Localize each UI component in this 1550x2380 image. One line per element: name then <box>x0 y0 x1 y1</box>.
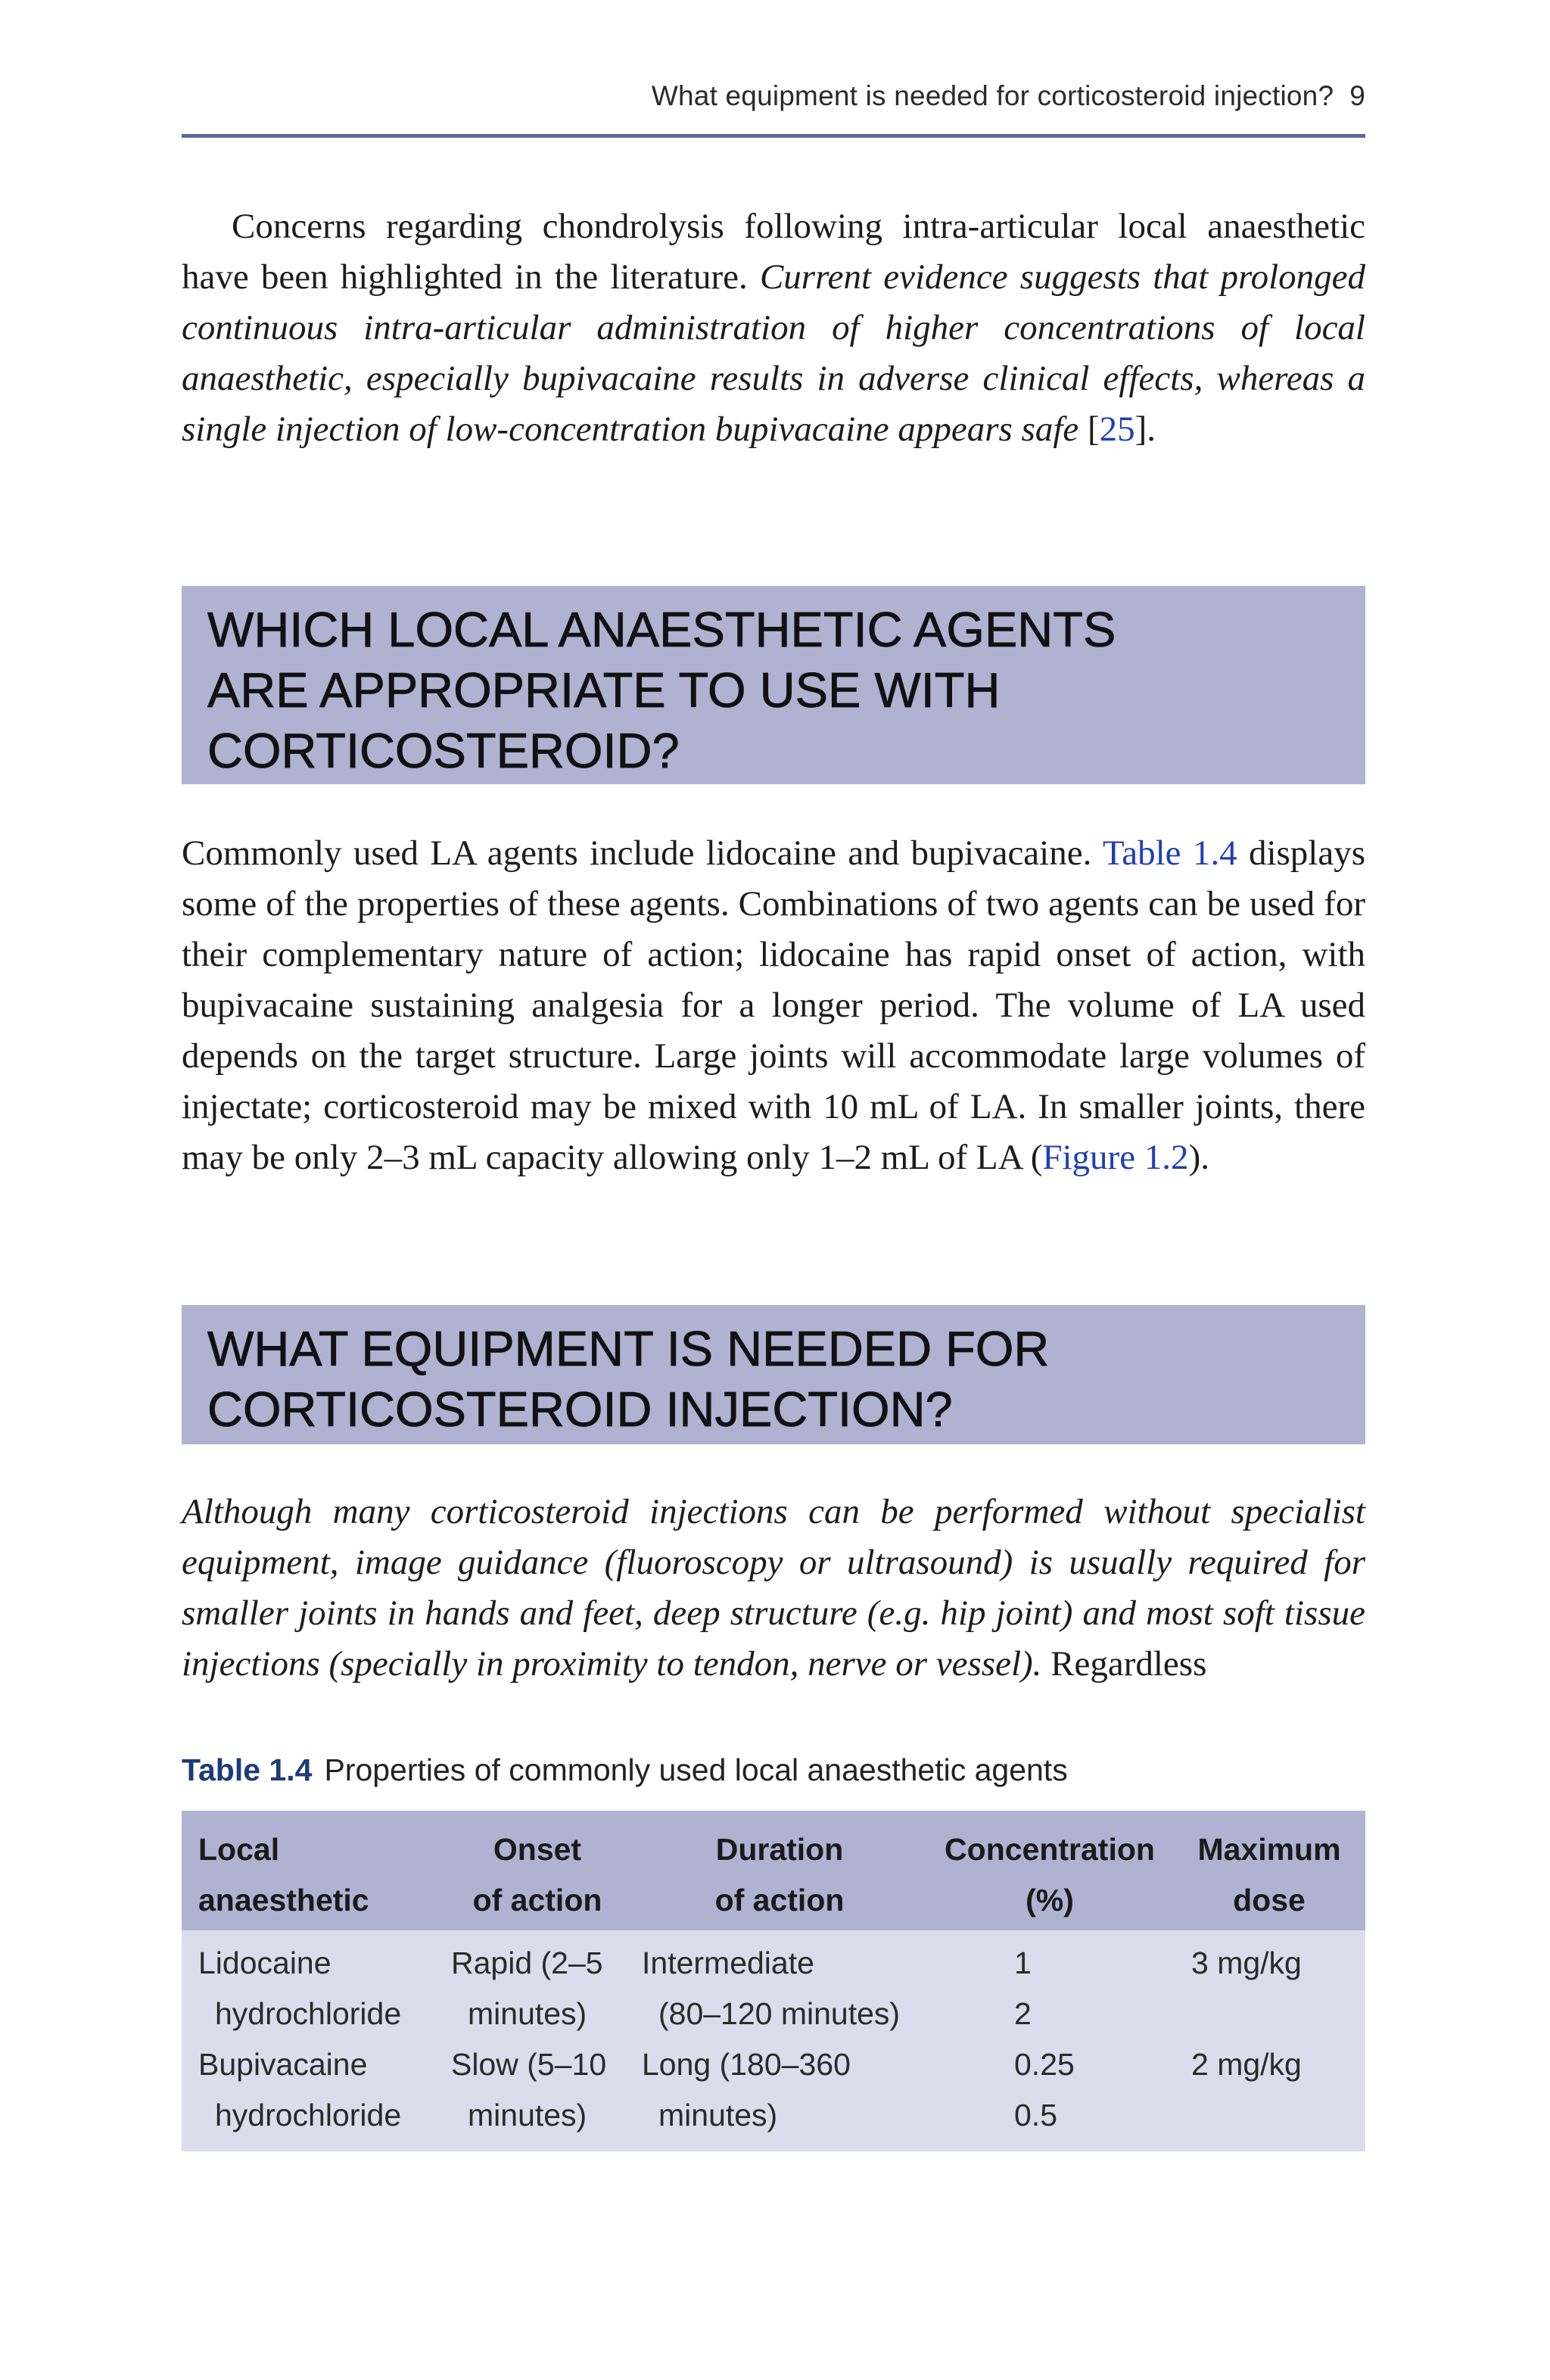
header-concentration: Concentration (%) <box>945 1832 1155 1917</box>
table-caption <box>182 1752 1068 1788</box>
table-row <box>198 1938 401 2039</box>
paragraph-la-agents <box>182 828 1365 1183</box>
para1-italic-text: Current evidence suggests that prolonged continuous intra-articular administration of higher concentrations of local anaesthetic, especially bupivacaine results in adverse clinical effects, whereas a single injection of low-concentration bupivacaine appears safe <box>182 257 1365 449</box>
heading1-line2: ARE APPROPRIATE TO USE WITH <box>207 662 1001 718</box>
table-header-row <box>182 1811 1365 1930</box>
para2-text-2: displays some of the properties of these agents. Combinations of two agents can be used for their complementary nature of action; lidocaine has rapid onset of action, with bupivacaine sustaining analgesia for a longer period. The volume of LA used depends on the target structure. Large joints will accommodate large volumes of injectate; corticosteroid may be mixed with 10 mL of LA. In smaller joints, there may be only 2–3 mL capacity allowing only 1–2 mL of LA ( <box>182 833 1365 1177</box>
paragraph-chondrolysis <box>182 201 1365 455</box>
heading2-line1: WHAT EQUIPMENT IS NEEDED FOR <box>207 1321 1050 1376</box>
cell-max-dose: 3 mg/kg <box>1191 1945 1302 1980</box>
cell-duration: Long (180–360 minutes) <box>642 2047 851 2132</box>
section-heading-local-anaesthetic <box>182 586 1365 784</box>
para2-text-1: Commonly used LA agents include lidocaine and bupivacaine. <box>182 833 1092 873</box>
table-caption-text: Properties of commonly used local anaesthetic agents <box>324 1752 1068 1787</box>
para3-text: Regardless <box>1050 1644 1207 1684</box>
section-heading-equipment <box>182 1305 1365 1444</box>
running-header-title: What equipment is needed for corticosteroid injection? <box>651 80 1334 111</box>
cell-agent-line2: hydrochloride <box>215 2098 402 2132</box>
cell-duration: Intermediate (80–120 minutes) <box>642 1945 901 2031</box>
cell-onset: Slow (5–10 minutes) <box>451 2047 607 2132</box>
header-maximum-dose: Maximum dose <box>1197 1832 1341 1917</box>
table-caption-label: Table 1.4 <box>182 1752 313 1787</box>
header-rule <box>182 134 1365 138</box>
para1-text: Concerns regarding chondrolysis following intra-articular local anaesthetic have been highlighted in the literature. <box>182 207 1365 297</box>
cell-max-dose: 2 mg/kg <box>1191 2047 1302 2082</box>
page-number: 9 <box>1349 80 1365 111</box>
table-body <box>182 1930 1365 2151</box>
header-onset: Onset of action <box>472 1832 602 1917</box>
table-row <box>198 2039 401 2141</box>
running-header <box>182 80 1365 112</box>
cell-agent-line1: Lidocaine <box>198 1945 331 1980</box>
ref-close: ]. <box>1134 410 1156 449</box>
para2-text-3: ). <box>1188 1138 1209 1177</box>
paragraph-equipment <box>182 1487 1365 1690</box>
cell-concentration: 0.25 0.5 <box>1014 2047 1075 2132</box>
reference-link-25[interactable]: 25 <box>1099 410 1135 449</box>
cell-agent-line2: hydrochloride <box>215 1996 402 2031</box>
heading2-line2: CORTICOSTEROID INJECTION? <box>207 1382 953 1437</box>
table-1-4-link[interactable]: Table 1.4 <box>1102 833 1237 873</box>
cell-agent-line1: Bupivacaine <box>198 2047 368 2082</box>
ref-open: [ <box>1088 410 1100 449</box>
properties-table <box>182 1811 1365 2151</box>
heading1-line1: WHICH LOCAL ANAESTHETIC AGENTS <box>207 602 1116 657</box>
cell-concentration: 1 2 <box>1014 1945 1032 2031</box>
header-local-anaesthetic: Local anaesthetic <box>198 1832 369 1917</box>
figure-1-2-link[interactable]: Figure 1.2 <box>1042 1138 1189 1177</box>
cell-onset: Rapid (2–5 minutes) <box>451 1945 603 2031</box>
heading1-line3: CORTICOSTEROID? <box>207 723 680 778</box>
para3-italic-text: Although many corticosteroid injections can be performed without specialist equipment, image guidance (fluoroscopy or ultrasound) is usually required for smaller joints in hands and feet, deep structure (e.g. hip joint) and most soft tissue injections (specially in proximity to tendon, nerve or vessel). <box>182 1492 1365 1684</box>
header-duration: Duration of action <box>714 1832 845 1917</box>
